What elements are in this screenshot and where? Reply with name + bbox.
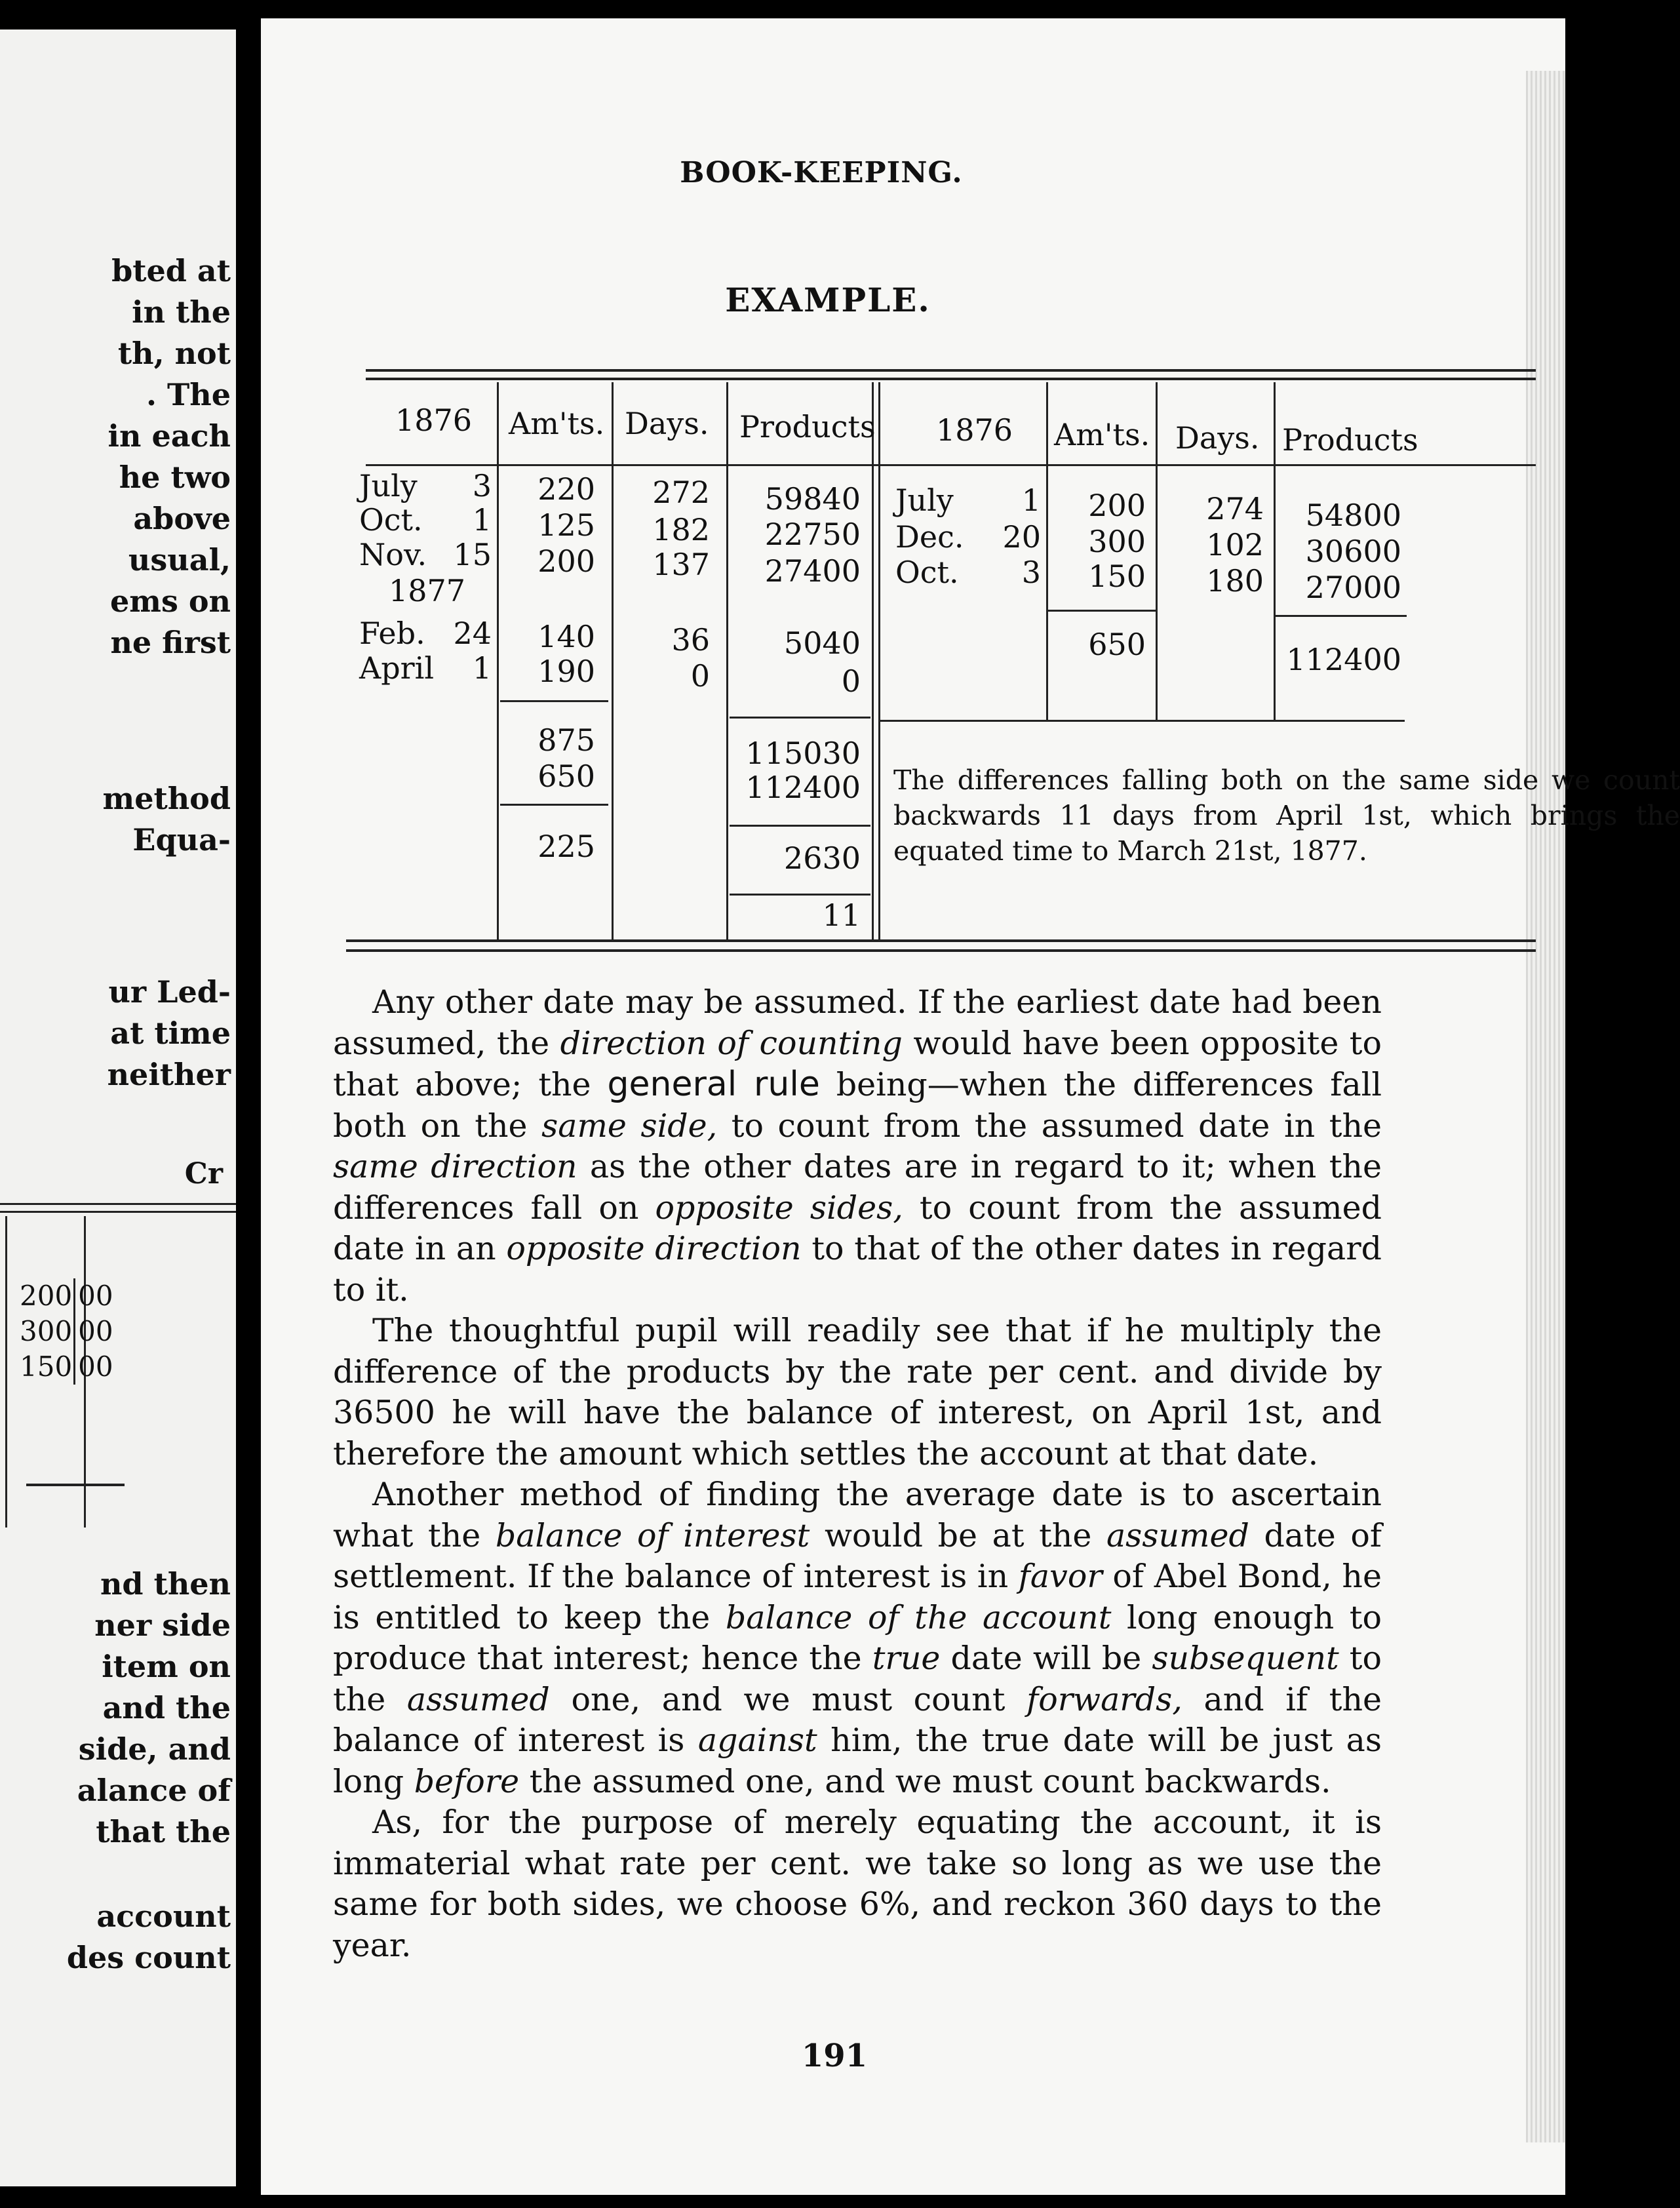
entry-days: 180 (1206, 563, 1264, 599)
entry-day: 1 (1021, 483, 1041, 518)
total-product: 115030 (745, 736, 861, 771)
entry-day: 1 (472, 502, 492, 538)
entry-product: 59840 (764, 481, 861, 517)
total-amount: 650 (1088, 627, 1146, 662)
facing-page-fragment: ems on (110, 583, 231, 619)
entry-amount: 150 (1088, 559, 1146, 594)
total-product: 112400 (1286, 642, 1401, 677)
amount-total-rule (500, 700, 608, 702)
running-head: BOOK-KEEPING. (680, 156, 963, 189)
column-header-products: Products (739, 409, 876, 444)
column-header-days: Days. (1175, 420, 1260, 456)
column-rule (1274, 382, 1276, 720)
facing-page-fragment: nd then (100, 1566, 231, 1602)
facing-page-fragment: and the (102, 1690, 231, 1725)
entry-product: 5040 (783, 625, 861, 661)
column-rule (878, 382, 880, 939)
entry-month: Oct. (895, 555, 959, 590)
entry-month: Dec. (895, 519, 964, 555)
table-bottom-rule (346, 939, 1536, 942)
column-rule (872, 382, 874, 939)
paragraph: Another method of finding the average date is to ascertain what the balance of interest would be at the assumed date of settlement. If the balance of interest is in favor of Abel Bond, he is entitled to keep the balance of the account long enough to produce that interest; hence the true date will be subsequent to the assumed one, and we must count forwards, and if the balance of interest is against him, the true date will be just as long before the assumed one, and we must count backwards. (333, 1476, 1382, 1800)
table-top-rule (366, 378, 1536, 380)
column-rule (1046, 382, 1048, 720)
facing-page-fragment: ur Led- (108, 974, 231, 1010)
ledger-rule (0, 1211, 236, 1213)
table-top-rule (366, 369, 1536, 372)
facing-page-fragment: he two (119, 460, 231, 495)
entry-days: 137 (652, 547, 710, 582)
ledger-column-line (5, 1216, 7, 1528)
facing-page-fragment: that the (96, 1814, 231, 1849)
product-total-rule (1276, 615, 1407, 617)
entry-month: July (895, 483, 954, 518)
body-text (333, 982, 1382, 1966)
column-header-year: 1876 (936, 412, 1013, 448)
total-amount: 875 (537, 722, 595, 758)
facing-page-fragment: . The (146, 377, 231, 412)
column-rule (497, 382, 499, 939)
facing-page-fragment: in the (132, 294, 231, 330)
entry-days: 274 (1206, 491, 1264, 526)
entry-amount: 125 (537, 507, 595, 543)
facing-page-fragment: in each (107, 418, 231, 454)
product-difference: 2630 (783, 840, 861, 876)
note-rule (880, 720, 1405, 722)
header-underline (366, 464, 1536, 466)
entry-amount: 140 (537, 619, 595, 654)
column-header-amounts: Am'ts. (509, 406, 605, 441)
entry-product: 27000 (1305, 570, 1401, 605)
entry-days: 0 (690, 658, 710, 694)
column-rule (612, 382, 614, 939)
facing-page-fragment: account (96, 1899, 231, 1934)
paragraph: The thoughtful pupil will readily see that if he multiply the difference of the products by the rate per cent. and divide by 36500 he will have the balance of interest, on April 1st, and therefore the amount which settles the account at that date. (333, 1312, 1382, 1472)
amount-total-rule (1047, 610, 1156, 612)
example-note: The differences falling both on the same side we count backwards 11 days from April 1st, which brings the equated time to March 21st, 1877. (893, 764, 1680, 867)
entry-month: July (359, 468, 418, 503)
example-title: EXAMPLE. (725, 281, 931, 319)
days-result: 11 (822, 897, 861, 933)
entry-days: 102 (1206, 527, 1264, 562)
entry-month: Nov. (359, 537, 427, 572)
other-side-amount: 650 (537, 759, 595, 794)
entry-product: 54800 (1305, 498, 1401, 533)
column-header-products: Products (1282, 422, 1418, 458)
facing-page-fragment: alance of (77, 1773, 231, 1808)
days-result-rule (730, 894, 870, 896)
entry-day: 20 (1002, 519, 1041, 555)
facing-page (0, 30, 236, 2186)
paragraph: Any other date may be assumed. If the earliest date had been assumed, the direction of counting would have been opposite to that above; the general rule being—when the differences fall both on the same side, to count from the assumed date in the same direction as the other dates are in regard to it; when the differences fall on opposite sides, to count from the assumed date in an opposite direction to that of the other dates in regard to it. (333, 983, 1382, 1309)
column-rule (726, 382, 728, 939)
facing-page-fragment: above (133, 501, 231, 536)
column-header-year: 1876 (395, 403, 473, 438)
amount-difference: 225 (537, 829, 595, 864)
entry-amount: 300 (1088, 524, 1146, 559)
entry-day: 1 (472, 650, 492, 686)
facing-page-fragment: usual, (128, 542, 231, 578)
entry-amount: 200 (537, 543, 595, 579)
ledger-amount: 300 00 (20, 1314, 113, 1349)
entry-day: 15 (453, 537, 492, 572)
paragraph: As, for the purpose of merely equating the account, it is immaterial what rate per cent. we take so long as we use the same for both sides, we choose 6%, and reckon 360 days to the year. (333, 1804, 1382, 1964)
page-edge (1526, 71, 1565, 2142)
entry-product: 30600 (1305, 534, 1401, 569)
facing-page-fragment: at time (110, 1015, 231, 1051)
entry-days: 272 (652, 475, 710, 510)
ledger-amount: 150 00 (20, 1349, 113, 1385)
entry-day: 3 (472, 468, 492, 503)
amount-difference-rule (500, 804, 608, 806)
ledger-amounts (20, 1278, 113, 1385)
entry-amount: 220 (537, 471, 595, 507)
facing-page-fragment: des count (66, 1940, 231, 1975)
facing-page-fragment: bted at (111, 253, 231, 288)
entry-month: Feb. (359, 616, 425, 651)
facing-page-fragment: neither (107, 1057, 231, 1092)
entry-product: 22750 (764, 517, 861, 552)
column-header-amounts: Am'ts. (1054, 417, 1150, 452)
column-header-days: Days. (625, 406, 709, 441)
entry-month: April (359, 650, 435, 686)
entry-amount: 190 (537, 654, 595, 689)
table-bottom-rule (346, 949, 1536, 952)
main-page (261, 18, 1680, 2195)
facing-page-fragment: method (102, 781, 231, 816)
ledger-amount: 200 00 (20, 1278, 113, 1314)
ledger-total-rule (26, 1484, 125, 1486)
credit-label: Cr (184, 1157, 223, 1191)
facing-page-fragment: Equa- (132, 822, 231, 858)
entry-month: Oct. (359, 502, 423, 538)
facing-page-fragment: item on (102, 1649, 231, 1684)
facing-page-fragment: ne first (110, 625, 231, 660)
product-difference-rule (730, 825, 870, 827)
other-side-product: 112400 (745, 770, 861, 805)
facing-page-fragment: ner side (94, 1607, 231, 1643)
facing-page-fragment: th, not (117, 336, 231, 371)
entry-product: 0 (841, 663, 861, 699)
entry-amount: 200 (1088, 488, 1146, 523)
entry-days: 182 (652, 512, 710, 547)
entry-days: 36 (671, 622, 710, 658)
product-total-rule (730, 717, 870, 719)
facing-page-fragment: side, and (78, 1731, 231, 1767)
page-number: 191 (801, 2038, 868, 2074)
ledger-rule (0, 1203, 236, 1205)
entry-year: 1877 (389, 573, 466, 608)
column-rule (1156, 382, 1158, 720)
entry-product: 27400 (764, 553, 861, 589)
entry-day: 24 (453, 616, 492, 651)
entry-day: 3 (1021, 555, 1041, 590)
